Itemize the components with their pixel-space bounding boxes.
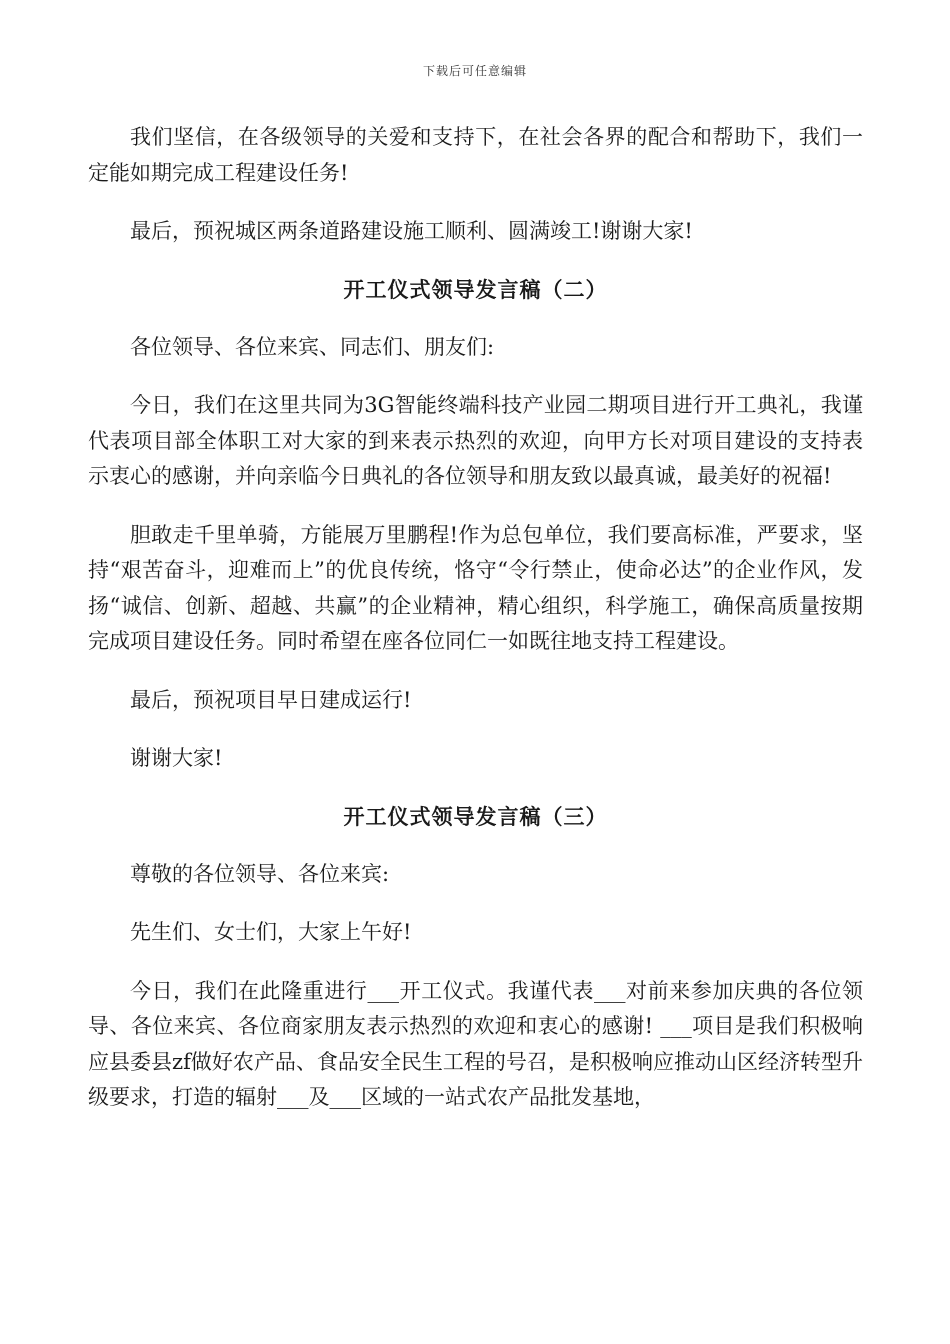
document-body [88, 120, 863, 1139]
section-title: 开工仪式领导发言稿（三） [343, 804, 608, 829]
paragraph: 最后，预祝项目早日建成运行! [130, 687, 412, 712]
page-header-note: 下载后可任意编辑 [422, 64, 527, 78]
section-title: 开工仪式领导发言稿（二） [343, 277, 608, 302]
greeting: 各位领导、各位来宾、同志们、朋友们: [130, 334, 495, 359]
paragraph: 胆敢走千里单骑，方能展万里鹏程!作为总包单位，我们要高标准，严要求，坚持“艰苦奋斗，迎难而上”的优良传统，恪守“令行禁止，使命必达”的企业作风，发扬“诚信、创新、超越、共赢”的企业精神，精心组织，科学施工，确保高质量按期完成项目建设任务。同时希望在座各位同仁一如既往地支持工程建设。 [88, 522, 863, 653]
paragraph: 先生们、女士们，大家上午好! [130, 920, 412, 944]
paragraph: 谢谢大家! [130, 746, 223, 770]
paragraph: 今日，我们在此隆重进行___开工仪式。我谨代表___对前来参加庆典的各位领导、各位来宾、各位商家朋友表示热烈的欢迎和衷心的感谢! ___项目是我们积极响应县委县zf做好农产品、食品安全民生工程的号召，是积极响应推动山区经济转型升级要求，打造的辐射___及___区域的一站式农产品批发基地， [88, 978, 863, 1109]
greeting: 尊敬的各位领导、各位来宾: [130, 861, 390, 886]
paragraph: 最后，预祝城区两条道路建设施工顺利、圆满竣工!谢谢大家! [130, 219, 693, 243]
paragraph: 我们坚信，在各级领导的关爱和支持下，在社会各界的配合和帮助下，我们一定能如期完成工程建设任务! [88, 125, 863, 185]
paragraph: 今日，我们在这里共同为3G智能终端科技产业园二期项目进行开工典礼，我谨代表项目部全体职工对大家的到来表示热烈的欢迎，向甲方长对项目建设的支持表示衷心的感谢，并向亲临今日典礼的各位领导和朋友致以最真诚，最美好的祝福! [88, 393, 863, 488]
